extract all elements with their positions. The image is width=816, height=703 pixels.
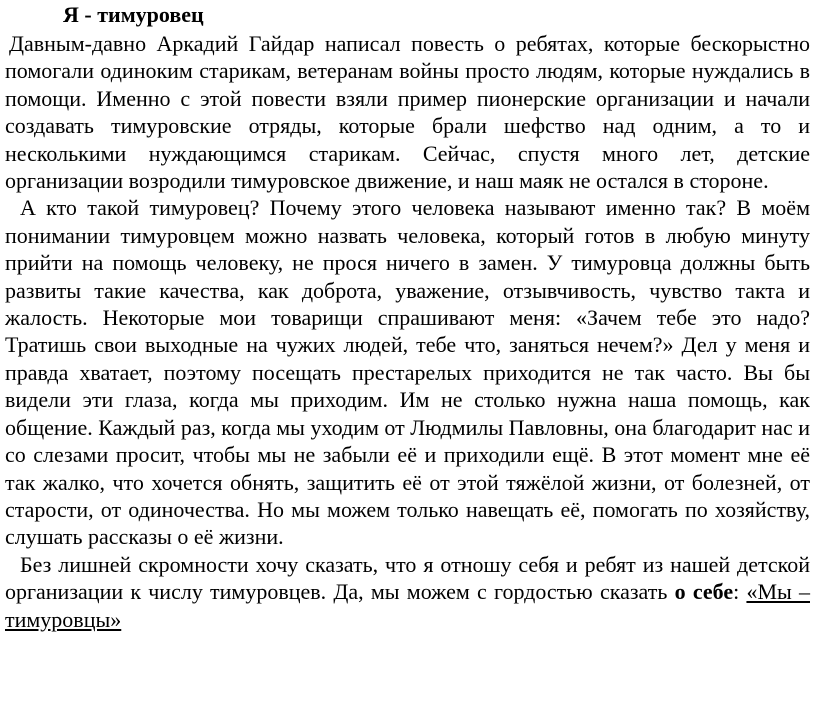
- closing-quote: «Мы – тимуровцы»: [5, 579, 810, 632]
- paragraph-2: А кто такой тимуровец? Почему этого человека называют именно так? В моём понимании тимуровцем можно назвать человека, который готов в любую минуту прийти на помощь человеку, не прося ничего в замен. У тимуровца должны быть развиты такие качества, как доброта, уважение, отзывчивость, чувство такта и жалость. Некоторые мои товарищи спрашивают меня: «Зачем тебе это надо? Тратишь свои выходные на чужих людей, тебе что, заняться нечем?» Дел у меня и правда хватает, поэтому посещать престарелых приходится не так часто. Вы бы видели эти глаза, когда мы приходим. Им не столько нужна наша помощь, как общение. Каждый раз, когда мы уходим от Людмилы Павловны, она благодарит нас и со слезами просит, чтобы мы не забыли её и приходили ещё. В этот момент мне её так жалко, что хочется обнять, защитить её от этой тяжёлой жизни, от болезней, от старости, от одиночества. Но мы можем только навещать её, помогать по хозяйству, слушать рассказы о её жизни.: [5, 195, 810, 550]
- paragraph-3-text: Без лишней скромности хочу сказать, что я отношу себя и ребят из нашей детской организации к числу тимуровцев. Да, мы можем с гордостью сказать: [5, 551, 810, 605]
- closing-bold-text: о себе: [674, 579, 734, 605]
- paragraph-1: Давным-давно Аркадий Гайдар написал повесть о ребятах, которые бескорыстно помогали одиноким старикам, ветеранам войны просто людям, которые нуждались в помощи. Именно с этой повести взяли пример пионерские организации и начали создавать тимуровские отряды, которые брали шефство над одним, а то и несколькими нуждающимся старикам. Сейчас, спустя много лет, детские организации возродили тимуровское движение, и наш маяк не остался в стороне.: [5, 31, 810, 194]
- closing-colon: :: [733, 579, 747, 605]
- paragraph-3: [5, 551, 810, 633]
- document-title: Я - тимуровец: [63, 2, 204, 27]
